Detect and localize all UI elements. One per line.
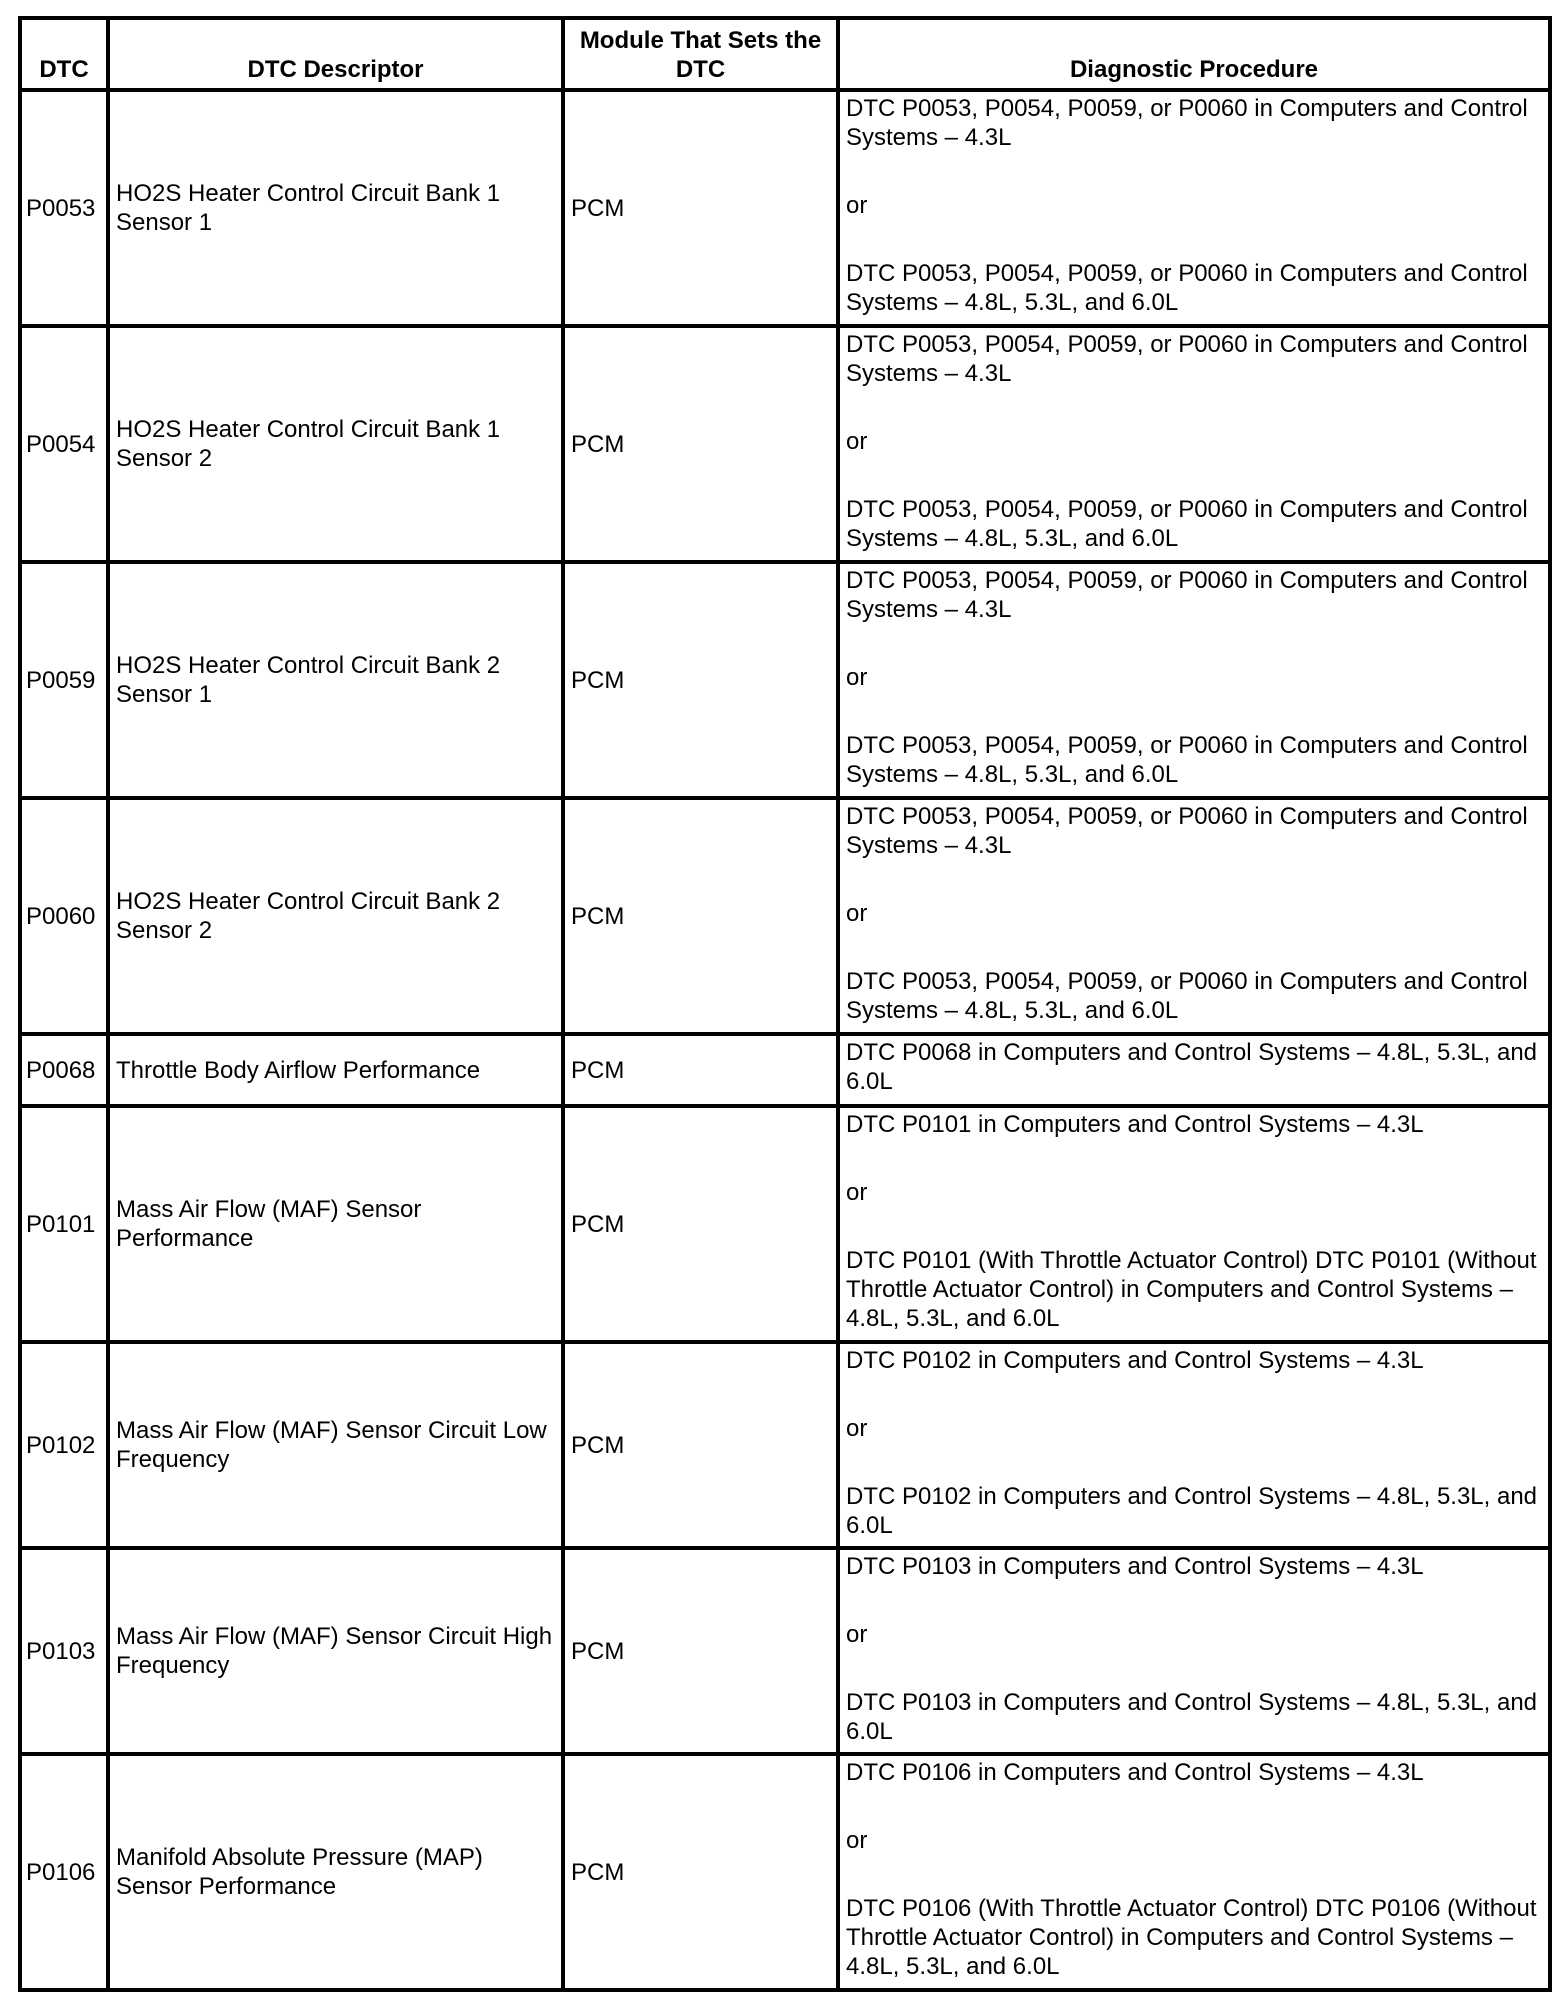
table-row (20, 90, 1550, 326)
procedure-or: or (846, 1415, 868, 1442)
procedure-option-2: DTC P0103 in Computers and Control Systems – 4.8L, 5.3L, and 6.0L (846, 1689, 1538, 1745)
dtc-descriptor: HO2S Heater Control Circuit Bank 1 Sensor 1 (108, 90, 563, 326)
procedure-or: or (846, 900, 868, 927)
diagnostic-procedure (838, 562, 1550, 798)
diagnostic-procedure (838, 1034, 1550, 1106)
header-procedure: Diagnostic Procedure (838, 18, 1550, 90)
dtc-descriptor: Mass Air Flow (MAF) Sensor Circuit Low Frequency (108, 1342, 563, 1548)
dtc-descriptor: HO2S Heater Control Circuit Bank 1 Sensor 2 (108, 326, 563, 562)
dtc-descriptor: Manifold Absolute Pressure (MAP) Sensor Performance (108, 1754, 563, 1990)
table-row (20, 1034, 1550, 1106)
dtc-descriptor: Mass Air Flow (MAF) Sensor Performance (108, 1106, 563, 1342)
diagnostic-procedure (838, 1342, 1550, 1548)
procedure-or: or (846, 192, 868, 219)
dtc-code: P0068 (20, 1034, 108, 1106)
dtc-module: PCM (563, 562, 838, 798)
dtc-module: PCM (563, 90, 838, 326)
procedure-option-2: DTC P0106 (With Throttle Actuator Control) DTC P0106 (Without Throttle Actuator Control) in Computers and Control Systems – 4.8L, 5.3L, and 6.0L (846, 1895, 1537, 1980)
table-body (20, 90, 1550, 1990)
procedure-or: or (846, 1179, 868, 1206)
procedure-or: or (846, 1827, 868, 1854)
header-module: Module That Sets the DTC (563, 18, 838, 90)
procedure-option-1: DTC P0103 in Computers and Control Systems – 4.3L (846, 1553, 1424, 1580)
diagnostic-procedure (838, 1106, 1550, 1342)
diagnostic-procedure (838, 1548, 1550, 1754)
procedure-option-1: DTC P0053, P0054, P0059, or P0060 in Computers and Control Systems – 4.3L (846, 331, 1528, 387)
procedure-option-1: DTC P0053, P0054, P0059, or P0060 in Computers and Control Systems – 4.3L (846, 95, 1528, 151)
dtc-code: P0059 (20, 562, 108, 798)
dtc-module: PCM (563, 798, 838, 1034)
procedure-option-1: DTC P0053, P0054, P0059, or P0060 in Computers and Control Systems – 4.3L (846, 567, 1528, 623)
dtc-descriptor: Throttle Body Airflow Performance (108, 1034, 563, 1106)
dtc-code: P0102 (20, 1342, 108, 1548)
dtc-code: P0053 (20, 90, 108, 326)
dtc-code: P0103 (20, 1548, 108, 1754)
table-row (20, 326, 1550, 562)
header-dtc: DTC (20, 18, 108, 90)
procedure-option-1: DTC P0053, P0054, P0059, or P0060 in Computers and Control Systems – 4.3L (846, 803, 1528, 859)
table-row (20, 1342, 1550, 1548)
procedure-option-2: DTC P0053, P0054, P0059, or P0060 in Computers and Control Systems – 4.8L, 5.3L, and 6.0L (846, 260, 1528, 316)
procedure-option-1: DTC P0101 in Computers and Control Systems – 4.3L (846, 1111, 1424, 1138)
procedure-or: or (846, 428, 868, 455)
diagnostic-procedure (838, 1754, 1550, 1990)
procedure-option-2: DTC P0053, P0054, P0059, or P0060 in Computers and Control Systems – 4.8L, 5.3L, and 6.0L (846, 496, 1528, 552)
dtc-descriptor: HO2S Heater Control Circuit Bank 2 Sensor 1 (108, 562, 563, 798)
procedure-option-1: DTC P0102 in Computers and Control Systems – 4.3L (846, 1347, 1424, 1374)
table-row (20, 1754, 1550, 1990)
dtc-code: P0106 (20, 1754, 108, 1990)
procedure-option-1: DTC P0068 in Computers and Control Systems – 4.8L, 5.3L, and 6.0L (846, 1039, 1538, 1095)
dtc-module: PCM (563, 1754, 838, 1990)
procedure-option-2: DTC P0101 (With Throttle Actuator Control) DTC P0101 (Without Throttle Actuator Control) in Computers and Control Systems – 4.8L, 5.3L, and 6.0L (846, 1247, 1537, 1332)
dtc-module: PCM (563, 1342, 838, 1548)
procedure-or: or (846, 1621, 868, 1648)
diagnostic-procedure (838, 90, 1550, 326)
header-descriptor: DTC Descriptor (108, 18, 563, 90)
dtc-descriptor: Mass Air Flow (MAF) Sensor Circuit High Frequency (108, 1548, 563, 1754)
procedure-or: or (846, 664, 868, 691)
dtc-module: PCM (563, 1034, 838, 1106)
dtc-code: P0054 (20, 326, 108, 562)
diagnostic-procedure (838, 798, 1550, 1034)
table-row (20, 1548, 1550, 1754)
dtc-module: PCM (563, 1548, 838, 1754)
dtc-module: PCM (563, 326, 838, 562)
dtc-module: PCM (563, 1106, 838, 1342)
table-header (20, 18, 1550, 90)
table-row (20, 1106, 1550, 1342)
table-row (20, 798, 1550, 1034)
dtc-code: P0101 (20, 1106, 108, 1342)
procedure-option-2: DTC P0053, P0054, P0059, or P0060 in Computers and Control Systems – 4.8L, 5.3L, and 6.0L (846, 732, 1528, 788)
header-row (20, 18, 1550, 90)
procedure-option-1: DTC P0106 in Computers and Control Systems – 4.3L (846, 1759, 1424, 1786)
dtc-table (18, 16, 1552, 1992)
dtc-code: P0060 (20, 798, 108, 1034)
procedure-option-2: DTC P0102 in Computers and Control Systems – 4.8L, 5.3L, and 6.0L (846, 1483, 1538, 1539)
dtc-descriptor: HO2S Heater Control Circuit Bank 2 Sensor 2 (108, 798, 563, 1034)
table-row (20, 562, 1550, 798)
diagnostic-procedure (838, 326, 1550, 562)
procedure-option-2: DTC P0053, P0054, P0059, or P0060 in Computers and Control Systems – 4.8L, 5.3L, and 6.0L (846, 968, 1528, 1024)
